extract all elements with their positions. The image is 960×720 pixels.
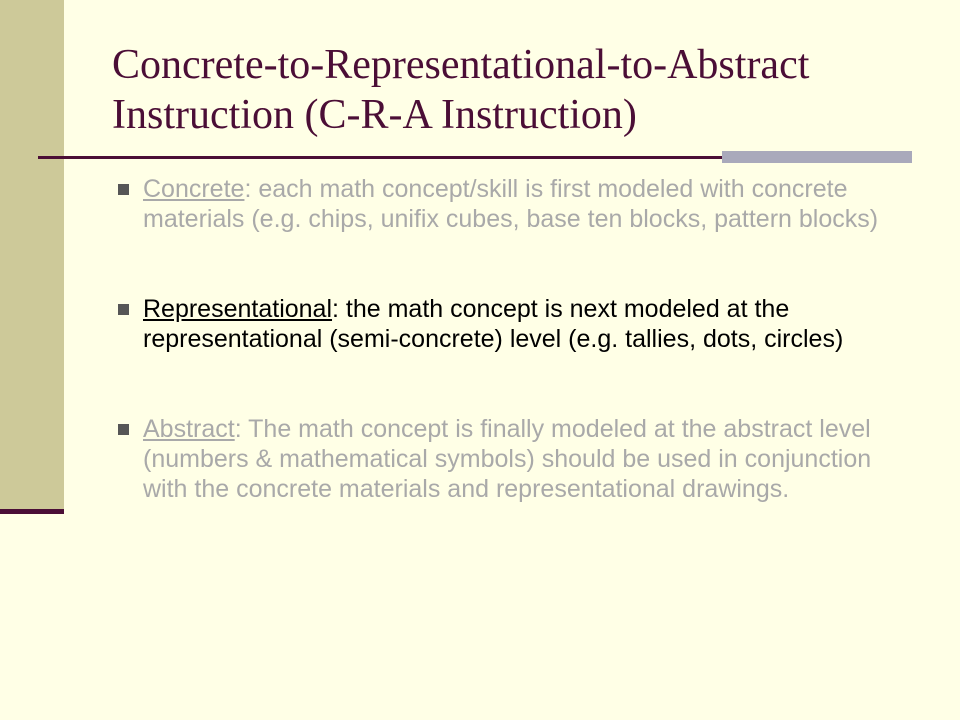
bullet-concrete	[118, 174, 918, 234]
slide-title-line-2: Instruction (C-R-A Instruction)	[112, 92, 637, 138]
slide-title	[112, 40, 912, 140]
left-accent-band	[0, 0, 64, 512]
bullet-text-concrete: : each math concept/skill is first modeled with concrete materials (e.g. chips, unifix cubes, base ten blocks, pattern blocks)	[143, 175, 879, 233]
bullet-list	[118, 174, 918, 504]
left-accent-rule	[0, 509, 64, 514]
bullet-text-representational: : the math concept is next modeled at the representational (semi-concrete) level (e.g. tallies, dots, circles)	[143, 295, 844, 353]
title-underline-accent	[722, 151, 912, 163]
square-bullet-icon	[118, 184, 129, 195]
bullet-representational	[118, 294, 918, 354]
square-bullet-icon	[118, 424, 129, 435]
bullet-term-abstract: Abstract	[143, 415, 235, 443]
bullet-term-concrete: Concrete	[143, 175, 245, 203]
bullet-term-representational: Representational	[143, 295, 333, 323]
bullet-text-abstract: : The math concept is finally modeled at the abstract level (numbers & mathematical symbols) should be used in conjunction with the concrete materials and representational drawings.	[143, 415, 872, 503]
slide-title-line-1: Concrete-to-Representational-to-Abstract	[112, 42, 810, 88]
square-bullet-icon	[118, 304, 129, 315]
bullet-abstract	[118, 414, 918, 504]
